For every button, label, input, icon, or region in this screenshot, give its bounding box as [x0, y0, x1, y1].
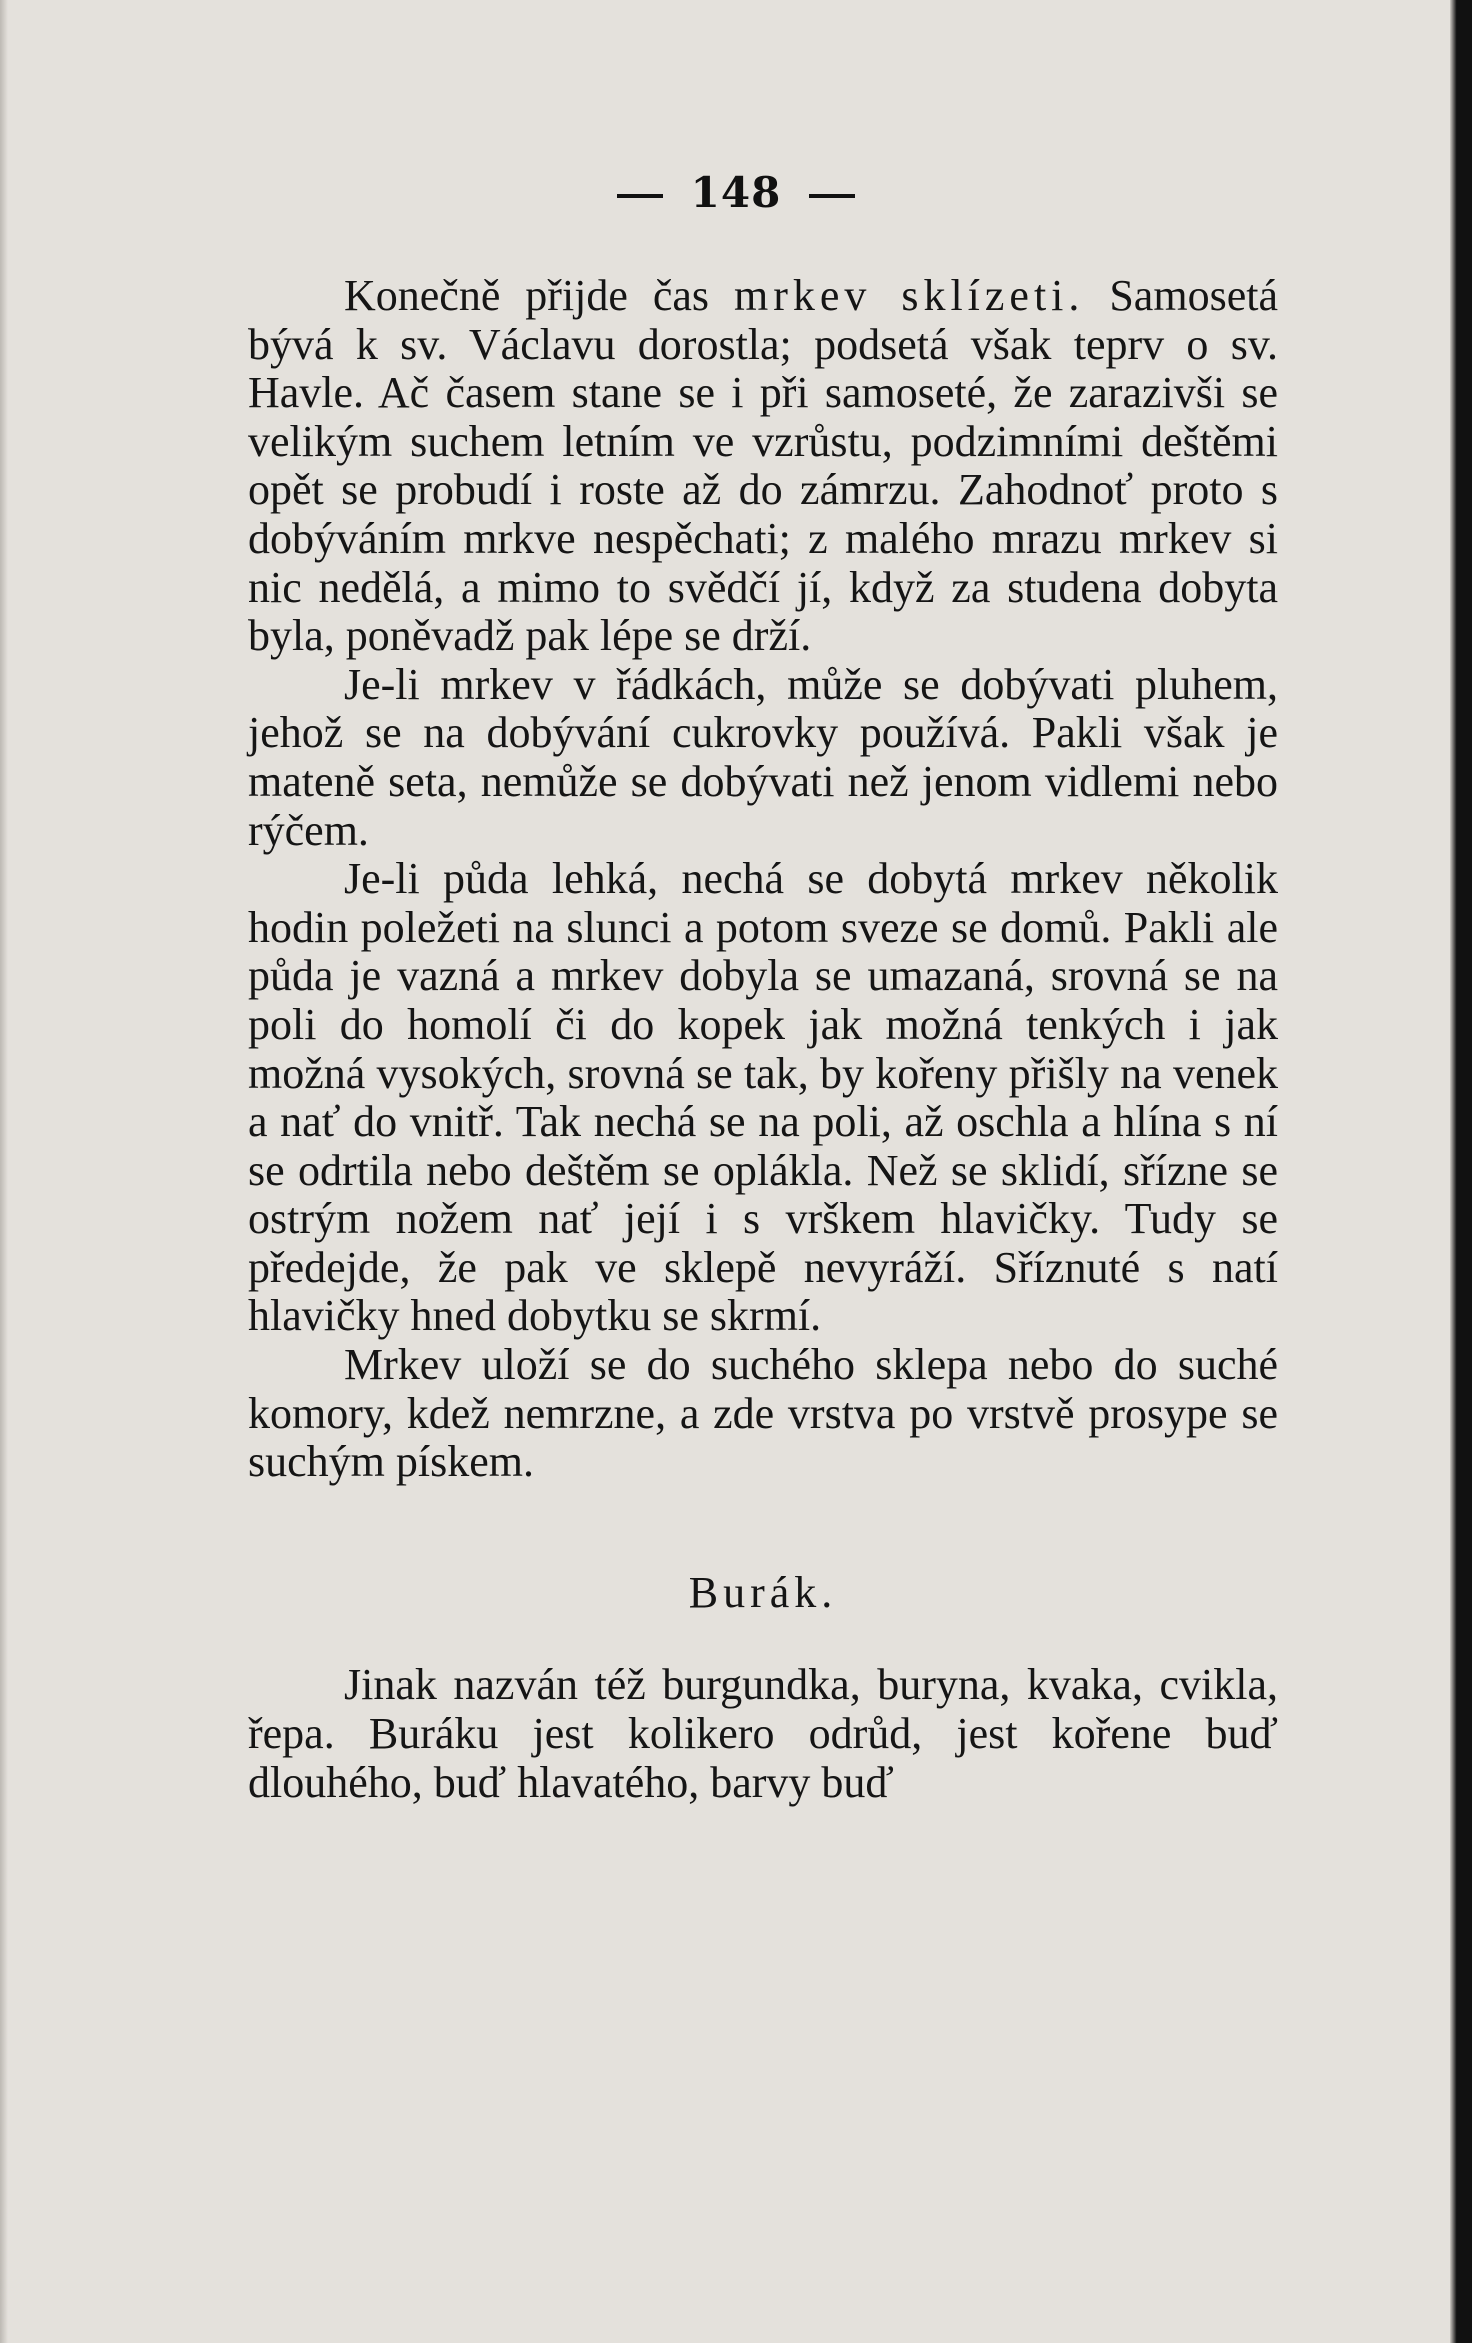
- paragraph-harvest-emphasis: mrkev sklízeti.: [733, 271, 1085, 320]
- page-number: [0, 168, 1472, 217]
- paragraph-burak: Jinak nazván též burgundka, buryna, kvaka, cvikla, řepa. Buráku jest kolikero odrůd, jest kořene buď dlouhého, buď hlavatého, barvy buď: [248, 1660, 1278, 1807]
- section-heading: Burák.: [688, 1567, 838, 1617]
- paragraph-harvest: [248, 272, 1278, 661]
- body-text: [248, 272, 1278, 1807]
- folio-dash-left: [617, 194, 663, 198]
- paragraph-harvest-lead: Konečně přijde čas: [344, 271, 734, 320]
- paragraph-harvest-rest: Samosetá bývá k sv. Václavu dorostla; podsetá však teprv o sv. Havle. Ač časem stane se i při samoseté, že zarazivši se velikým suchem letním ve vzrůstu, podzimními deštěmi opět se probudí i roste až do zámrzu. Zahodnoť proto s dobýváním mrkve nespěchati; z malého mrazu mrkev si nic nedělá, a mimo to svědčí jí, když za studena dobyta byla, poněvadž pak lépe se drží.: [248, 271, 1278, 661]
- paragraph-storage: Mrkev uloží se do suchého sklepa nebo do suché komory, kdež nemrzne, a zde vrstva po vrstvě prosype se suchým pískem.: [248, 1340, 1278, 1487]
- page-right-edge: [1450, 0, 1472, 2343]
- paragraph-soil: Je-li půda lehká, nechá se dobytá mrkev několik hodin poležeti na slunci a potom sveze se domů. Pakli ale půda je vazná a mrkev dobyla se umazaná, srovná se na poli do homolí či do kopek jak možná tenkých i jak možná vysokých, srovná se tak, by kořeny přišly na venek a nať do vnitř. Tak nechá se na poli, až oschla a hlína s ní se odrtila nebo deštěm se oplákla. Než se sklidí, sřízne se ostrým nožem nať její i s vrškem hlavičky. Tudy se předejde, že pak ve sklepě nevyráží. Sříznuté s natí hlavičky hned dobytku se skrmí.: [248, 854, 1278, 1341]
- page-left-edge: [0, 0, 8, 2343]
- paragraph-rows: Je-li mrkev v řádkách, může se dobývati pluhem, jehož se na dobývání cukrovky používá. Pakli však je mateně seta, nemůže se dobývati než jenom vidlemi nebo rýčem.: [248, 659, 1278, 855]
- page-number-value: 148: [690, 168, 782, 217]
- folio-dash-right: [809, 194, 855, 198]
